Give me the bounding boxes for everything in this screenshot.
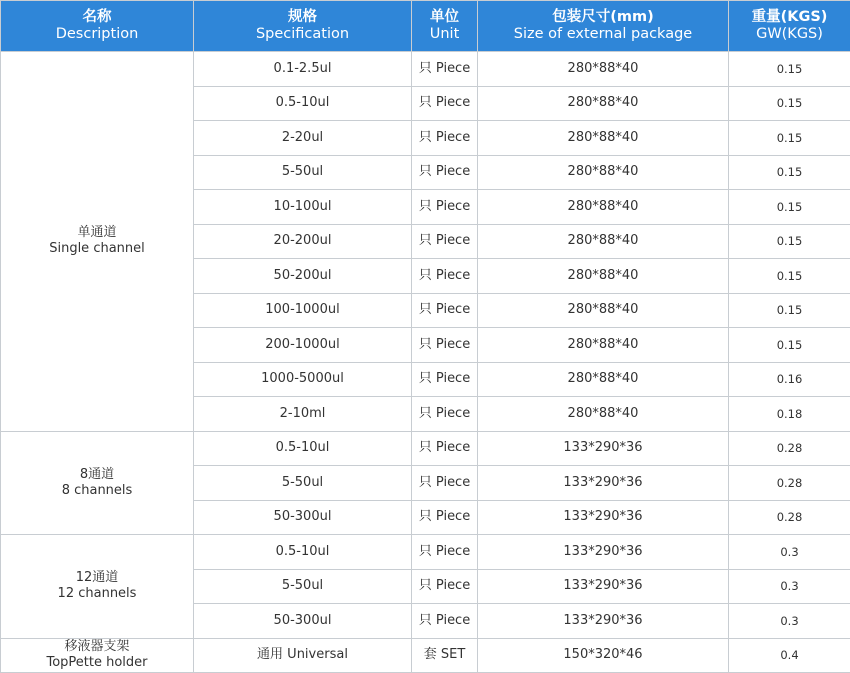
unit-cell: 只 Piece [412,328,478,363]
package-size-cell: 280*88*40 [478,52,729,87]
weight-cell: 0.3 [729,604,850,639]
header-weight-en: GW(KGS) [729,26,850,43]
weight-cell: 0.15 [729,52,850,87]
table-row [1,638,850,673]
package-size-cell: 133*290*36 [478,466,729,501]
weight-cell: 0.15 [729,121,850,156]
weight-cell: 0.28 [729,500,850,535]
package-size-cell: 133*290*36 [478,431,729,466]
spec-cell: 100-1000ul [194,293,412,328]
spec-cell: 50-300ul [194,604,412,639]
header-unit-en: Unit [412,26,477,43]
weight-cell: 0.15 [729,190,850,225]
spec-cell: 50-300ul [194,500,412,535]
spec-cell: 0.1-2.5ul [194,52,412,87]
group-description [1,638,194,673]
unit-cell: 只 Piece [412,535,478,570]
weight-cell: 0.15 [729,155,850,190]
table-row [1,431,850,466]
header-specification-en: Specification [194,26,411,43]
package-size-cell: 150*320*46 [478,638,729,673]
unit-cell: 只 Piece [412,569,478,604]
unit-cell: 只 Piece [412,500,478,535]
unit-cell: 只 Piece [412,259,478,294]
package-size-cell: 280*88*40 [478,121,729,156]
header-package [478,1,729,52]
spec-cell: 5-50ul [194,466,412,501]
group-name-zh: 移液器支架 [1,639,193,655]
unit-cell: 只 Piece [412,86,478,121]
package-size-cell: 280*88*40 [478,397,729,432]
table-body [1,52,850,673]
group-name-en: 8 channels [1,483,193,499]
weight-cell: 0.3 [729,569,850,604]
group-description [1,431,194,535]
header-specification [194,1,412,52]
weight-cell: 0.4 [729,638,850,673]
package-size-cell: 133*290*36 [478,569,729,604]
group-name-zh: 8通道 [1,467,193,483]
spec-cell: 1000-5000ul [194,362,412,397]
unit-cell: 只 Piece [412,190,478,225]
weight-cell: 0.16 [729,362,850,397]
spec-cell: 5-50ul [194,155,412,190]
package-size-cell: 280*88*40 [478,86,729,121]
spec-cell: 200-1000ul [194,328,412,363]
header-package-en: Size of external package [478,26,728,43]
weight-cell: 0.15 [729,224,850,259]
spec-cell: 20-200ul [194,224,412,259]
package-size-cell: 280*88*40 [478,190,729,225]
spec-cell: 2-20ul [194,121,412,156]
spec-cell: 通用 Universal [194,638,412,673]
package-size-cell: 133*290*36 [478,535,729,570]
unit-cell: 只 Piece [412,293,478,328]
unit-cell: 只 Piece [412,155,478,190]
weight-cell: 0.15 [729,293,850,328]
header-weight [729,1,850,52]
unit-cell: 套 SET [412,638,478,673]
spec-cell: 2-10ml [194,397,412,432]
table-row [1,535,850,570]
group-name-zh: 单通道 [1,225,193,241]
unit-cell: 只 Piece [412,121,478,156]
unit-cell: 只 Piece [412,362,478,397]
weight-cell: 0.15 [729,328,850,363]
group-name-en: 12 channels [1,586,193,602]
weight-cell: 0.15 [729,259,850,294]
weight-cell: 0.28 [729,466,850,501]
header-specification-zh: 规格 [194,9,411,26]
unit-cell: 只 Piece [412,224,478,259]
unit-cell: 只 Piece [412,604,478,639]
package-size-cell: 280*88*40 [478,224,729,259]
table-row [1,52,850,87]
weight-cell: 0.15 [729,86,850,121]
weight-cell: 0.18 [729,397,850,432]
group-name-en: Single channel [1,241,193,257]
header-weight-zh: 重量(KGS) [729,9,850,26]
spec-cell: 10-100ul [194,190,412,225]
package-size-cell: 133*290*36 [478,604,729,639]
unit-cell: 只 Piece [412,397,478,432]
unit-cell: 只 Piece [412,52,478,87]
spec-cell: 50-200ul [194,259,412,294]
group-description [1,535,194,639]
header-unit [412,1,478,52]
spec-cell: 0.5-10ul [194,431,412,466]
header-description-en: Description [1,26,193,43]
spec-cell: 0.5-10ul [194,535,412,570]
group-name-zh: 12通道 [1,570,193,586]
group-name-en: TopPette holder [1,655,193,671]
package-size-cell: 280*88*40 [478,293,729,328]
spec-cell: 5-50ul [194,569,412,604]
header-unit-zh: 单位 [412,9,477,26]
header-package-zh: 包装尺寸(mm) [478,9,728,26]
package-size-cell: 280*88*40 [478,259,729,294]
unit-cell: 只 Piece [412,431,478,466]
header-row [1,1,850,52]
package-size-cell: 280*88*40 [478,155,729,190]
package-size-cell: 280*88*40 [478,328,729,363]
package-size-cell: 133*290*36 [478,500,729,535]
weight-cell: 0.3 [729,535,850,570]
package-size-cell: 280*88*40 [478,362,729,397]
weight-cell: 0.28 [729,431,850,466]
spec-cell: 0.5-10ul [194,86,412,121]
group-description [1,52,194,432]
header-description-zh: 名称 [1,9,193,26]
unit-cell: 只 Piece [412,466,478,501]
header-description [1,1,194,52]
